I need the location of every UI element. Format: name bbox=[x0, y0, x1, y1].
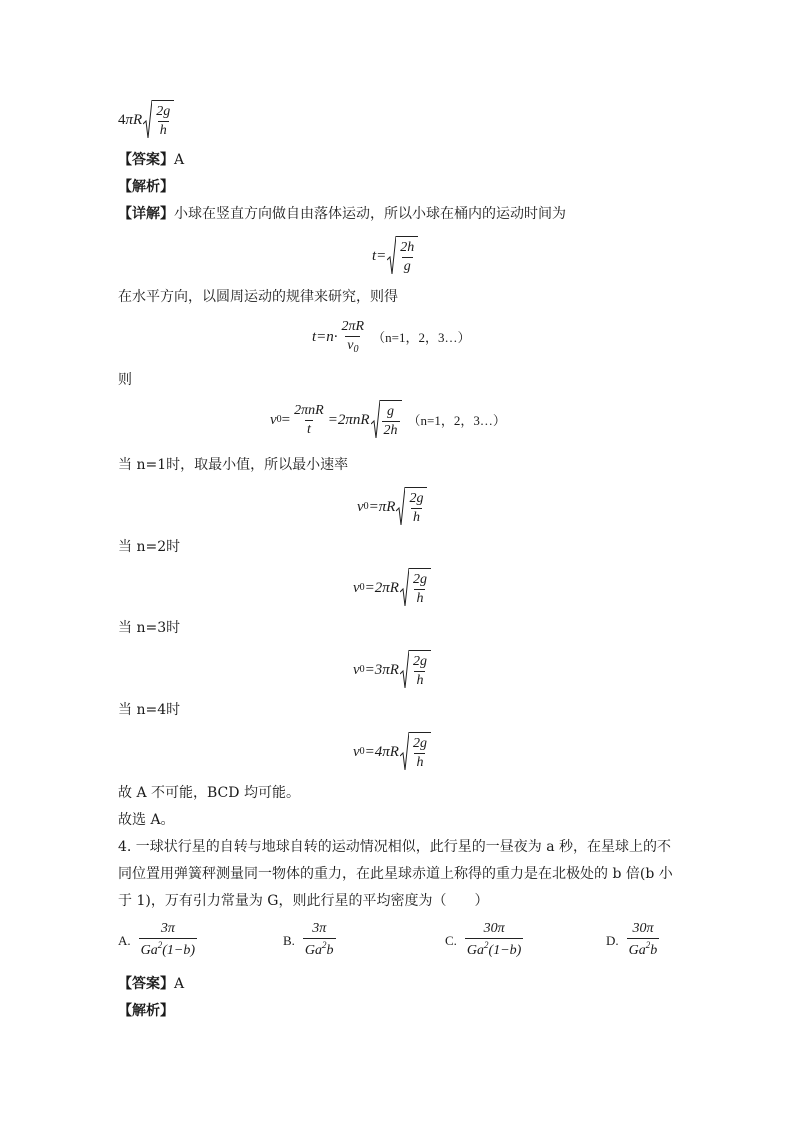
frac-den-sup: 2 bbox=[645, 940, 651, 950]
option-c[interactable] bbox=[445, 922, 525, 958]
case-v: v bbox=[353, 579, 360, 596]
formula-coef: 4 bbox=[118, 111, 126, 128]
case-eq-1 bbox=[357, 487, 427, 527]
eq-t-lhs: t= bbox=[372, 247, 387, 264]
sqrt bbox=[387, 236, 418, 276]
frac-den-tail: (1−b) bbox=[488, 943, 522, 958]
case-v: v bbox=[353, 743, 360, 760]
frac-num: 2g bbox=[412, 653, 427, 669]
case-text-1: 当 n=1时，取最小值，所以最小速率 bbox=[118, 457, 349, 473]
eq-v0 bbox=[270, 400, 506, 440]
option-letter: A. bbox=[118, 932, 131, 948]
option-letter: B. bbox=[283, 932, 295, 948]
case-text-3: 当 n=3时 bbox=[118, 620, 181, 636]
frac-den: Ga bbox=[304, 943, 323, 958]
answer-label: 【答案】 bbox=[118, 976, 174, 992]
case-text-2: 当 n=2时 bbox=[118, 539, 181, 555]
frac-den: h bbox=[412, 509, 420, 525]
frac-den-sub: 0 bbox=[353, 344, 359, 355]
frac-den: g bbox=[403, 258, 411, 274]
frac-num: 30π bbox=[483, 921, 505, 936]
case-text-4: 当 n=4时 bbox=[118, 702, 181, 718]
case-sub: 0 bbox=[363, 501, 369, 512]
case-eq-4 bbox=[353, 732, 431, 772]
frac-den: 2h bbox=[383, 422, 398, 438]
detail-text: 小球在竖直方向做自由落体运动，所以小球在桶内的运动时间为 bbox=[174, 206, 566, 222]
frac-den: Ga bbox=[628, 943, 646, 958]
text-then: 则 bbox=[118, 372, 132, 388]
eq-t2-lhs: t=n· bbox=[312, 329, 338, 345]
detail-line bbox=[118, 207, 566, 221]
conclusion-1: 故 A 不可能，BCD 均可能。 bbox=[118, 785, 300, 801]
frac-den-tail: (1−b) bbox=[162, 943, 196, 958]
sqrt bbox=[400, 732, 431, 772]
frac-num: 2g bbox=[412, 735, 427, 751]
frac-den: h bbox=[416, 754, 424, 770]
frac-num: 2πnR bbox=[294, 402, 324, 418]
frac-num: 3π bbox=[160, 921, 175, 936]
frac-num: 2g bbox=[412, 571, 427, 587]
frac-num: g bbox=[387, 403, 395, 419]
sqrt bbox=[396, 487, 427, 527]
case-eq-2 bbox=[353, 568, 431, 608]
frac-den: h bbox=[159, 122, 167, 138]
case-sub: 0 bbox=[359, 582, 365, 593]
q4-line-1: 4. 一球状行星的自转与地球自转的运动情况相似，此行星的一昼夜为 a 秒，在星球上的不 bbox=[118, 839, 672, 855]
answer-value: A bbox=[174, 976, 185, 992]
top-formula bbox=[118, 100, 174, 140]
analysis-label-1: 【解析】 bbox=[118, 179, 174, 195]
eq-v0-sub: 0 bbox=[276, 414, 282, 425]
frac-den: Ga bbox=[466, 943, 485, 958]
eq-t bbox=[372, 236, 418, 276]
frac-num: 2πR bbox=[341, 319, 365, 334]
formula-r: R bbox=[133, 111, 143, 128]
answer-value: A bbox=[174, 152, 185, 168]
eq-v0-v: v bbox=[270, 411, 277, 428]
frac-num: 30π bbox=[632, 921, 654, 936]
case-sub: 0 bbox=[359, 664, 365, 675]
frac-num: 2g bbox=[409, 490, 424, 506]
conclusion-2: 故选 A。 bbox=[118, 812, 175, 828]
option-b[interactable] bbox=[283, 922, 338, 958]
option-letter: C. bbox=[445, 932, 457, 948]
eq-t2 bbox=[312, 320, 470, 355]
case-rhs: =4πR bbox=[364, 743, 399, 760]
eq-t2-cond: （n=1，2，3…） bbox=[372, 330, 471, 345]
answer-2 bbox=[118, 977, 184, 991]
frac-den-v: v bbox=[347, 338, 354, 353]
case-rhs: =2πR bbox=[364, 579, 399, 596]
frac-den-sup: 2 bbox=[322, 940, 327, 950]
option-d[interactable] bbox=[606, 922, 661, 958]
sqrt bbox=[400, 568, 431, 608]
sqrt bbox=[143, 100, 174, 140]
frac-den-sup: 2 bbox=[157, 940, 163, 950]
eq-v0-cond: （n=1，2，3…） bbox=[407, 412, 506, 428]
eq-v0-eq: = bbox=[281, 411, 291, 428]
q4-line-2: 同位置用弹簧秤测量同一物体的重力，在此星球赤道上称得的重力是在北极处的 b 倍(b 小 bbox=[118, 866, 673, 882]
q4-line-3: 于 1)，万有引力常量为 G，则此行星的平均密度为（ ） bbox=[118, 893, 489, 909]
case-rhs: =πR bbox=[368, 498, 396, 515]
frac-den-tail: b bbox=[326, 943, 334, 958]
case-v: v bbox=[353, 661, 360, 678]
sqrt bbox=[400, 650, 431, 690]
analysis-label-2: 【解析】 bbox=[118, 1003, 174, 1019]
frac-den: h bbox=[416, 672, 424, 688]
frac-num: 2h bbox=[400, 239, 415, 255]
formula-pi: π bbox=[125, 111, 134, 128]
case-sub: 0 bbox=[359, 746, 365, 757]
frac-den: t bbox=[306, 421, 311, 437]
frac-den: h bbox=[416, 590, 424, 606]
case-v: v bbox=[357, 498, 364, 515]
answer-label: 【答案】 bbox=[118, 152, 174, 168]
case-eq-3 bbox=[353, 650, 431, 690]
frac-num: 3π bbox=[312, 921, 327, 936]
option-letter: D. bbox=[606, 932, 619, 948]
frac-den-tail: b bbox=[650, 943, 658, 958]
answer-1 bbox=[118, 153, 184, 167]
frac-den: Ga bbox=[140, 943, 158, 958]
sqrt bbox=[371, 400, 402, 440]
frac-num: 2g bbox=[156, 103, 171, 119]
detail-label: 【详解】 bbox=[118, 206, 174, 222]
frac-den-sup: 2 bbox=[484, 940, 489, 950]
text-horizontal: 在水平方向，以圆周运动的规律来研究，则得 bbox=[118, 289, 398, 305]
case-rhs: =3πR bbox=[364, 661, 399, 678]
eq-v0-rhs: =2πnR bbox=[327, 411, 370, 428]
option-a[interactable] bbox=[118, 922, 199, 958]
